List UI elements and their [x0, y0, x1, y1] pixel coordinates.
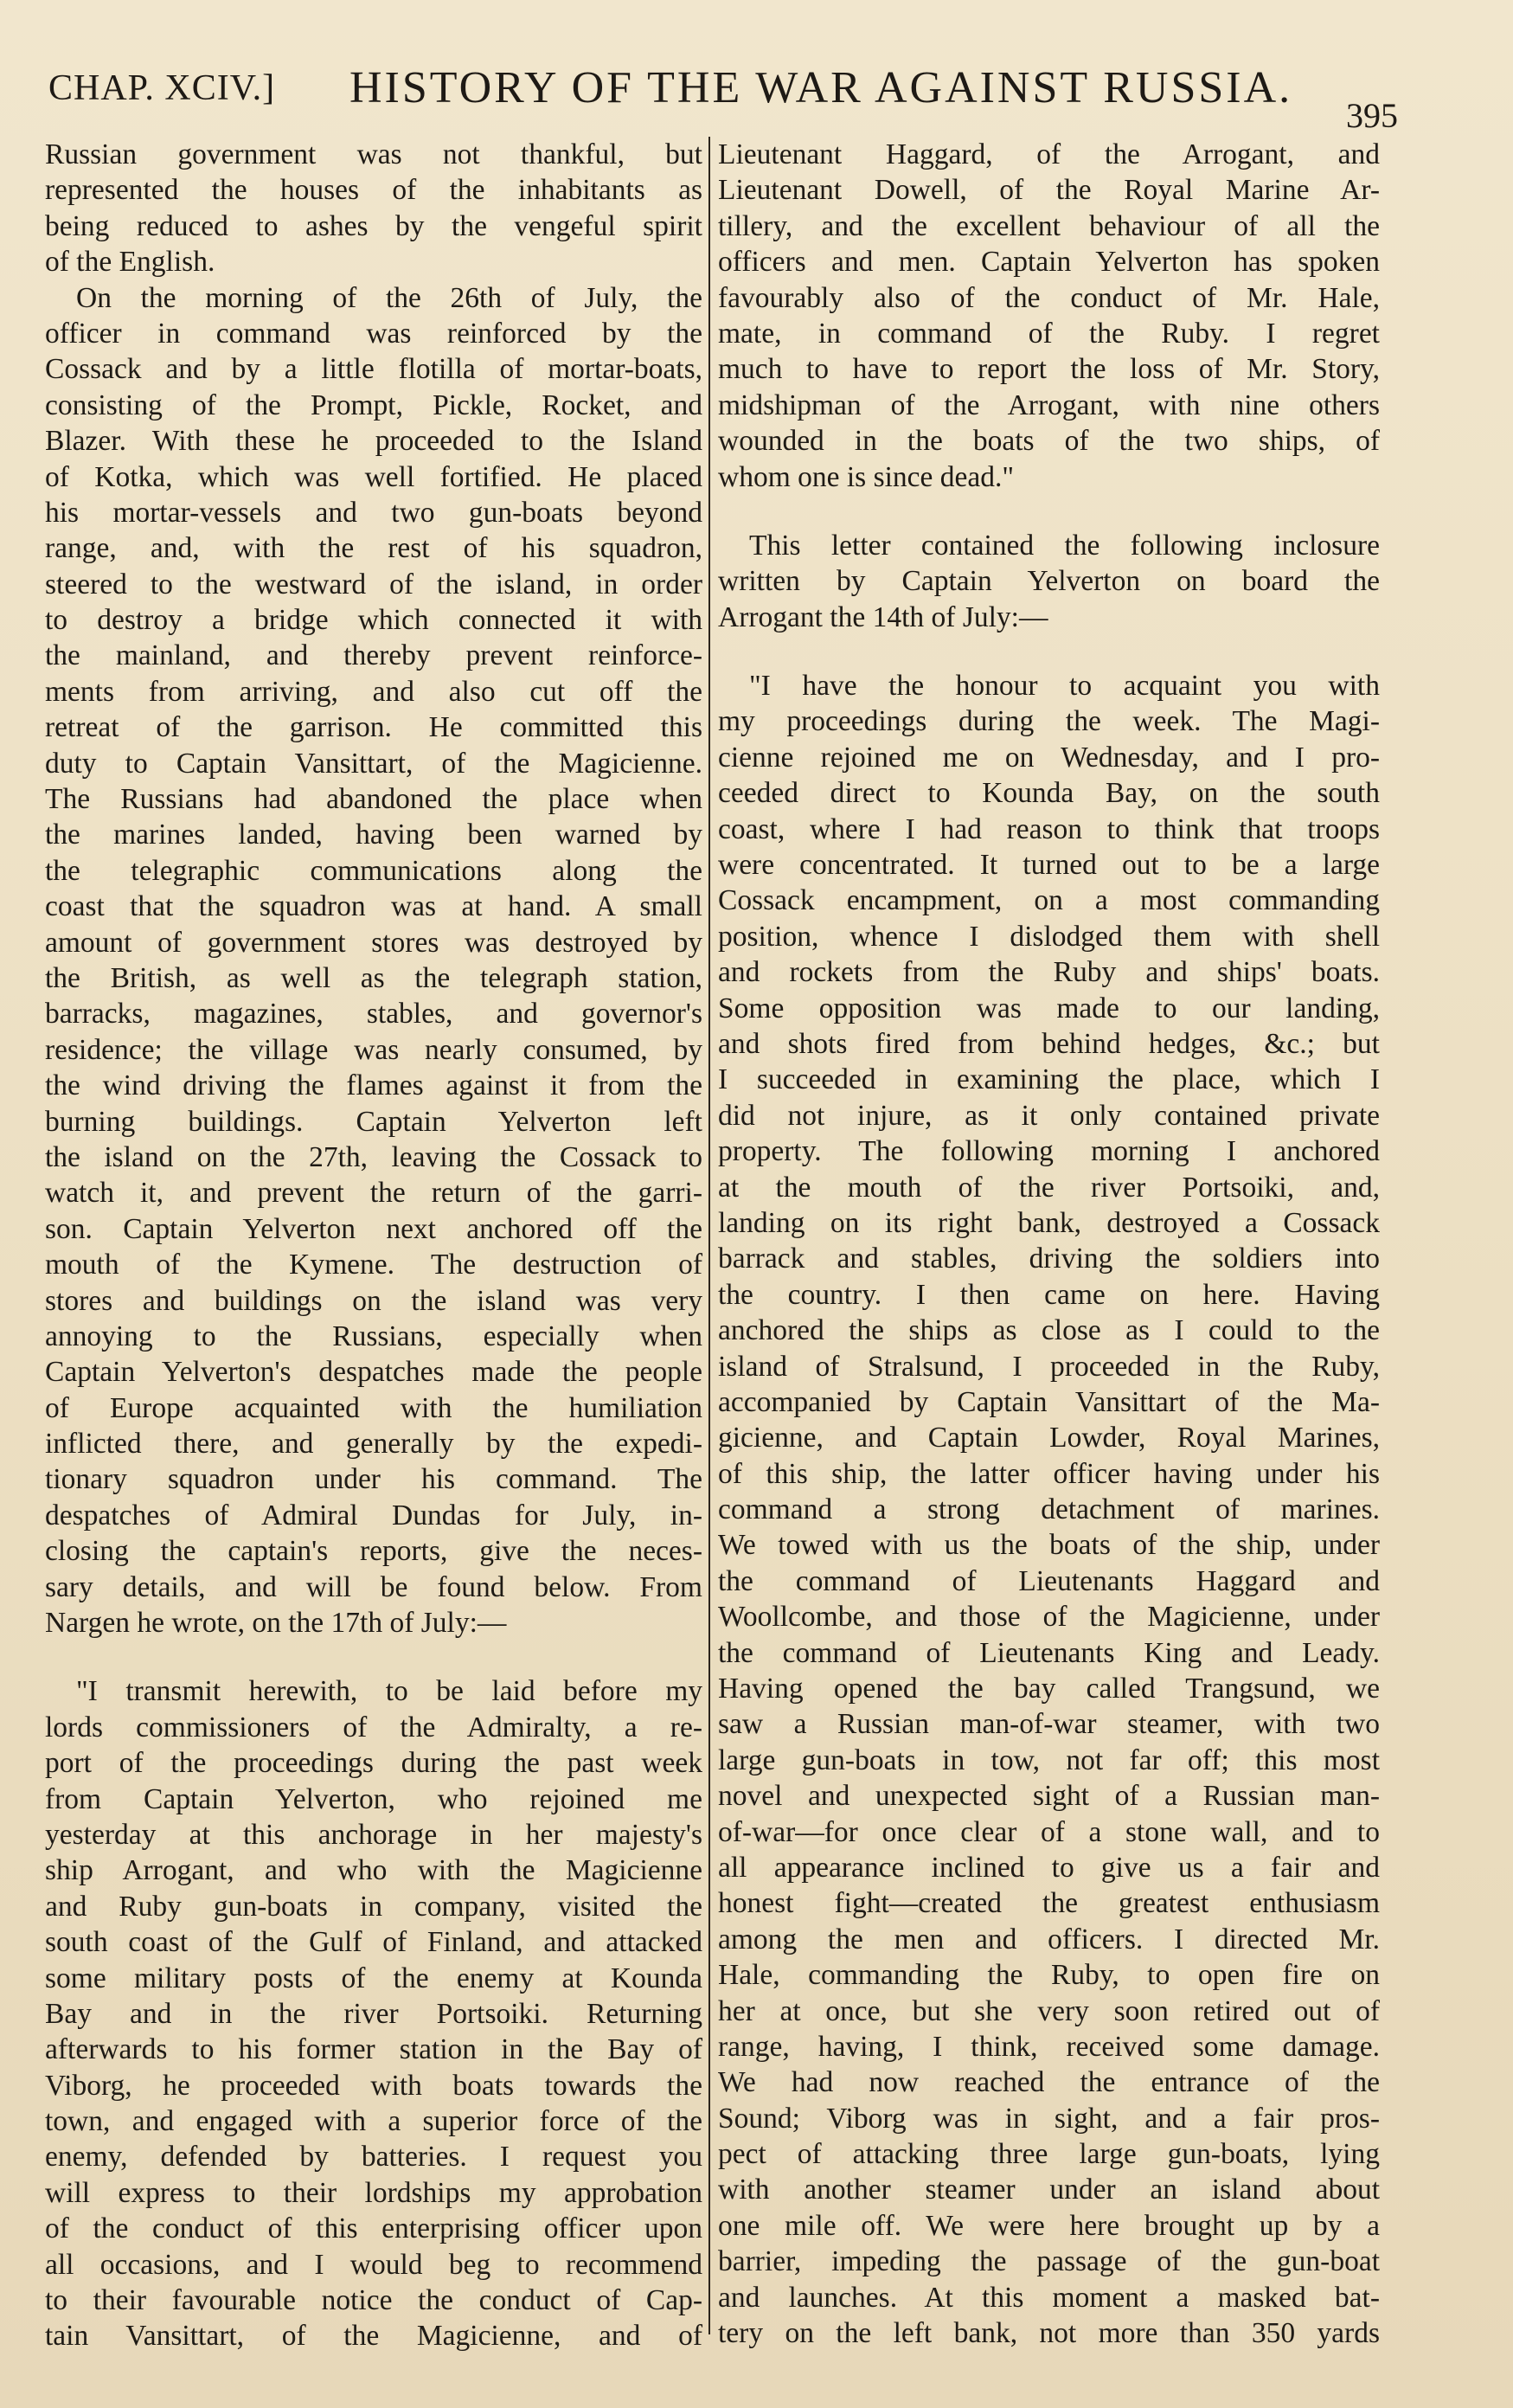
chapter-label: CHAP. XCIV.] [48, 68, 276, 108]
text-line: pect of attacking three large gun-boats, lying [718, 2138, 1380, 2171]
running-header [48, 62, 1415, 135]
text-line: Some opposition was made to our landing, [718, 992, 1380, 1024]
text-line: We had now reached the entrance of the [718, 2066, 1380, 2099]
text-line: will express to their lordships my approbation [45, 2176, 702, 2209]
text-line: whom one is since dead." [718, 460, 1015, 493]
text-line: with another steamer under an island about [718, 2174, 1380, 2206]
text-line: tery on the left bank, not more than 350 yards [718, 2317, 1380, 2350]
text-line: consisting of the Prompt, Pickle, Rocket, and [45, 388, 702, 421]
left-text-column [45, 137, 702, 2354]
text-line: represented the houses of the inhabitants as [45, 174, 702, 207]
page-number: 395 [1346, 96, 1398, 135]
text-line: large gun-boats in tow, not far off; this most [718, 1743, 1380, 1776]
paragraph-gap [718, 495, 1380, 528]
text-line: barrack and stables, driving the soldiers into [718, 1243, 1380, 1275]
text-line: wounded in the boats of the two ships, of [718, 425, 1380, 458]
text-line: much to have to report the loss of Mr. Story, [718, 353, 1380, 386]
text-line: annoying to the Russians, especially when [45, 1320, 702, 1352]
text-line: Viborg, he proceeded with boats towards the [45, 2069, 702, 2102]
text-line: all appearance inclined to give us a fair and [718, 1851, 1380, 1884]
text-line: midshipman of the Arrogant, with nine others [718, 388, 1380, 421]
text-line: Russian government was not thankful, but [45, 138, 702, 170]
text-line: lords commissioners of the Admiralty, a re- [45, 1711, 702, 1743]
text-line: at the mouth of the river Portsoiki, and, [718, 1171, 1380, 1204]
text-line: despatches of Admiral Dundas for July, in- [45, 1499, 702, 1531]
text-line: "I have the honour to acquaint you with [749, 670, 1380, 703]
text-line: her at once, but she very soon retired out of [718, 1994, 1380, 2027]
text-line: yesterday at this anchorage in her majesty's [45, 1818, 702, 1851]
text-line: property. The following morning I anchored [718, 1135, 1380, 1168]
text-line: tionary squadron under his command. The [45, 1463, 702, 1496]
text-line: burning buildings. Captain Yelverton left [45, 1105, 702, 1138]
text-line: of-war—for once clear of a stone wall, and to [718, 1815, 1380, 1848]
text-line: the British, as well as the telegraph station, [45, 961, 702, 994]
text-line: Sound; Viborg was in sight, and a fair pros- [718, 2102, 1380, 2135]
text-line: residence; the village was nearly consumed, by [45, 1033, 702, 1066]
text-line: written by Captain Yelverton on board the [718, 565, 1380, 598]
text-line: south coast of the Gulf of Finland, and attacked [45, 1926, 702, 1959]
text-line: "I transmit herewith, to be laid before my [76, 1675, 702, 1708]
text-line: the country. I then came on here. Having [718, 1278, 1380, 1311]
text-line: retreat of the garrison. He committed this [45, 711, 702, 744]
text-line: officer in command was reinforced by the [45, 317, 702, 350]
text-line: the wind driving the flames against it from the [45, 1069, 702, 1102]
text-line: among the men and officers. I directed Mr. [718, 1923, 1380, 1955]
text-line: my proceedings during the week. The Magi- [718, 705, 1380, 738]
text-line: sary details, and will be found below. From [45, 1570, 702, 1603]
text-line: The Russians had abandoned the place when [45, 783, 702, 816]
text-line: coast that the squadron was at hand. A small [45, 890, 702, 923]
text-line: tillery, and the excellent behaviour of all the [718, 209, 1380, 242]
text-line: to their favourable notice the conduct of Cap- [45, 2284, 702, 2317]
text-line: favourably also of the conduct of Mr. Hale, [718, 281, 1380, 314]
text-line: gicienne, and Captain Lowder, Royal Marines, [718, 1422, 1380, 1454]
text-line: and shots fired from behind hedges, &c.; but [718, 1027, 1380, 1060]
text-line: the telegraphic communications along the [45, 854, 702, 887]
text-line: I succeeded in examining the place, which I [718, 1063, 1380, 1096]
paragraph-gap [718, 635, 1380, 668]
text-line: Lieutenant Haggard, of the Arrogant, and [718, 138, 1380, 170]
text-line: and launches. At this moment a masked bat- [718, 2281, 1380, 2314]
text-line: On the morning of the 26th of July, the [76, 281, 702, 314]
text-line: son. Captain Yelverton next anchored off the [45, 1212, 702, 1245]
text-line: and Ruby gun-boats in company, visited the [45, 1890, 702, 1923]
text-line: ments from arriving, and also cut off the [45, 675, 702, 708]
text-line: all occasions, and I would beg to recommend [45, 2248, 702, 2281]
text-line: range, having, I think, received some damage. [718, 2030, 1380, 2063]
text-line: enemy, defended by batteries. I request you [45, 2141, 702, 2174]
text-line: command a strong detachment of marines. [718, 1493, 1380, 1526]
text-line: his mortar-vessels and two gun-boats beyond [45, 496, 702, 529]
text-line: stores and buildings on the island was very [45, 1284, 702, 1317]
text-line: Cossack and by a little flotilla of mortar-boats, [45, 353, 702, 386]
text-line: of this ship, the latter officer having under his [718, 1457, 1380, 1490]
text-line: Hale, commanding the Ruby, to open fire on [718, 1959, 1380, 1992]
text-line: Nargen he wrote, on the 17th of July:— [45, 1607, 507, 1640]
text-line: port of the proceedings during the past week [45, 1747, 702, 1780]
text-line: Cossack encampment, on a most commanding [718, 884, 1380, 917]
text-line: position, whence I dislodged them with shell [718, 920, 1380, 953]
text-line: the command of Lieutenants Haggard and [718, 1564, 1380, 1597]
text-line: the mainland, and thereby prevent reinforce- [45, 639, 702, 672]
text-line: the marines landed, having been warned by [45, 819, 702, 851]
text-line: town, and engaged with a superior force of the [45, 2105, 702, 2138]
text-line: and rockets from the Ruby and ships' boats. [718, 956, 1380, 989]
text-line: tain Vansittart, of the Magicienne, and of [45, 2320, 702, 2353]
text-line: Captain Yelverton's despatches made the people [45, 1356, 702, 1389]
text-line: to destroy a bridge which connected it with [45, 604, 702, 637]
text-line: from Captain Yelverton, who rejoined me [45, 1782, 702, 1815]
text-line: Woollcombe, and those of the Magicienne, under [718, 1601, 1380, 1634]
text-line: steered to the westward of the island, in order [45, 568, 702, 600]
text-line: accompanied by Captain Vansittart of the Ma- [718, 1385, 1380, 1418]
text-line: cienne rejoined me on Wednesday, and I pro- [718, 741, 1380, 774]
text-line: Lieutenant Dowell, of the Royal Marine Ar- [718, 174, 1380, 207]
text-line: officers and men. Captain Yelverton has spoken [718, 246, 1380, 279]
text-line: island of Stralsund, I proceeded in the Ruby, [718, 1350, 1380, 1383]
right-text-column [718, 137, 1380, 2351]
text-line: Having opened the bay called Trangsund, we [718, 1673, 1380, 1705]
text-line: being reduced to ashes by the vengeful spirit [45, 209, 702, 242]
text-line: honest fight—created the greatest enthusiasm [718, 1887, 1380, 1920]
text-line: inflicted there, and generally by the expedi- [45, 1428, 702, 1461]
text-line: mouth of the Kymene. The destruction of [45, 1249, 702, 1281]
text-line: ship Arrogant, and who with the Magicienne [45, 1854, 702, 1887]
text-line: of the English. [45, 246, 215, 279]
text-line: mate, in command of the Ruby. I regret [718, 317, 1380, 350]
text-line: the island on the 27th, leaving the Cossack to [45, 1140, 702, 1173]
text-line: Arrogant the 14th of July:— [718, 600, 1048, 633]
text-line: barrier, impeding the passage of the gun-boat [718, 2245, 1380, 2278]
text-line: landing on its right bank, destroyed a Cossack [718, 1206, 1380, 1239]
text-line: were concentrated. It turned out to be a large [718, 849, 1380, 882]
text-line: of Kotka, which was well fortified. He placed [45, 460, 702, 493]
text-line: amount of government stores was destroyed by [45, 926, 702, 959]
text-line: Bay and in the river Portsoiki. Returning [45, 1997, 702, 2030]
text-line: ceeded direct to Kounda Bay, on the south [718, 777, 1380, 810]
text-line: saw a Russian man-of-war steamer, with two [718, 1708, 1380, 1741]
page-title: HISTORY OF THE WAR AGAINST RUSSIA. [349, 63, 1293, 112]
text-line: coast, where I had reason to think that troops [718, 812, 1380, 845]
text-line: This letter contained the following inclosure [749, 529, 1380, 562]
text-line: did not injure, as it only contained private [718, 1099, 1380, 1132]
text-line: barracks, magazines, stables, and governor's [45, 998, 702, 1031]
text-line: some military posts of the enemy at Kounda [45, 1962, 702, 1994]
text-line: Blazer. With these he proceeded to the Island [45, 425, 702, 458]
text-line: range, and, with the rest of his squadron, [45, 532, 702, 565]
text-line: novel and unexpected sight of a Russian man- [718, 1780, 1380, 1813]
text-line: of Europe acquainted with the humiliation [45, 1391, 702, 1424]
column-divider [708, 137, 710, 2334]
paragraph-gap [45, 1641, 702, 1673]
text-line: watch it, and prevent the return of the garri- [45, 1177, 702, 1210]
text-line: the command of Lieutenants King and Leady. [718, 1636, 1380, 1669]
text-line: afterwards to his former station in the Bay of [45, 2033, 702, 2066]
text-line: of the conduct of this enterprising officer upon [45, 2212, 702, 2245]
text-line: one mile off. We were here brought up by a [718, 2209, 1380, 2242]
text-line: We towed with us the boats of the ship, under [718, 1529, 1380, 1562]
text-line: closing the captain's reports, give the neces- [45, 1535, 702, 1568]
text-line: anchored the ships as close as I could to the [718, 1314, 1380, 1347]
text-line: duty to Captain Vansittart, of the Magicienne. [45, 747, 702, 780]
